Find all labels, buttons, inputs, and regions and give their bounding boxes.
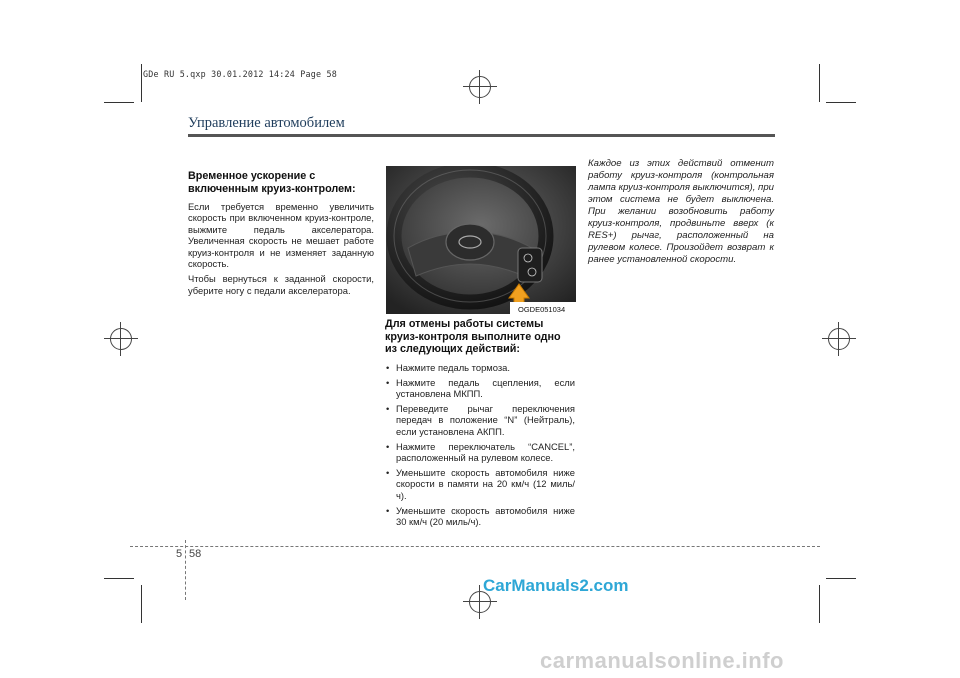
crop-mark [819,585,820,623]
italic-note: Каждое из этих действий отменит работу круиз-контроля (контрольная лампа круиз-контроля выключится), при этом система не будет выключена. При желании возобновить работу круиз-контроля, продвиньте вверх (к RES+) рычаг, расположенный на рулевом колесе. Произойдет возврат к ранее установленной скорости. [588,158,774,265]
crop-mark [141,64,142,102]
registration-mark-icon [104,322,138,356]
watermark-link[interactable]: CarManuals2.com [483,576,629,595]
section-title: Управление автомобилем [188,115,345,131]
column-1 [188,170,374,300]
footer-divider [185,540,187,600]
crop-mark [826,578,856,579]
crop-mark [104,102,134,103]
steering-wheel-figure [386,166,576,314]
registration-mark-icon [463,70,497,104]
paragraph: Чтобы вернуться к заданной скорости, уберите ногу с педали акселератора. [188,273,374,296]
page-number: 58 [189,548,202,560]
column-3 [588,158,774,270]
list-item: • Нажмите педаль тормоза. [385,362,575,373]
list-item: • Уменьшите скорость автомобиля ниже скорости в памяти на 20 км/ч (12 миль/ч). [385,467,575,501]
list-item: • Нажмите педаль сцепления, если установлена МКПП. [385,377,575,399]
print-slug: GDe RU 5.qxp 30.01.2012 14:24 Page 58 [143,69,337,79]
crop-mark [819,64,820,102]
cancel-actions-list [385,362,575,528]
watermark-text: carmanualsonline.info [540,648,784,673]
column-2 [385,318,575,531]
paragraph: Если требуется временно увеличить скорость при включенном круиз-контроле, выжмите педаль акселератора. Увеличенная скорость не мешает работе круиз-контроля и не изменяет заданную скорость. [188,201,374,270]
heading-cancel-cruise: Для отмены работы системы круиз-контроля выполните одно из следующих действий: [385,318,561,355]
list-item: • Переведите рычаг переключения передач в положение “N” (Нейтраль), если установлена АКПП. [385,403,575,437]
crop-mark [826,102,856,103]
list-item: • Нажмите переключатель “CANCEL”, расположенный на рулевом колесе. [385,441,575,463]
crop-mark [141,585,142,623]
chapter-number: 5 [176,548,183,560]
footer-rule [130,546,820,547]
list-item: • Уменьшите скорость автомобиля ниже 30 км/ч (20 миль/ч). [385,505,575,527]
heading-temporary-acceleration: Временное ускорение с включенным круиз-контролем: [188,170,356,195]
crop-mark [104,578,134,579]
header-rule [188,134,775,137]
registration-mark-icon [822,322,856,356]
figure-caption: OGDE051034 [518,305,566,314]
